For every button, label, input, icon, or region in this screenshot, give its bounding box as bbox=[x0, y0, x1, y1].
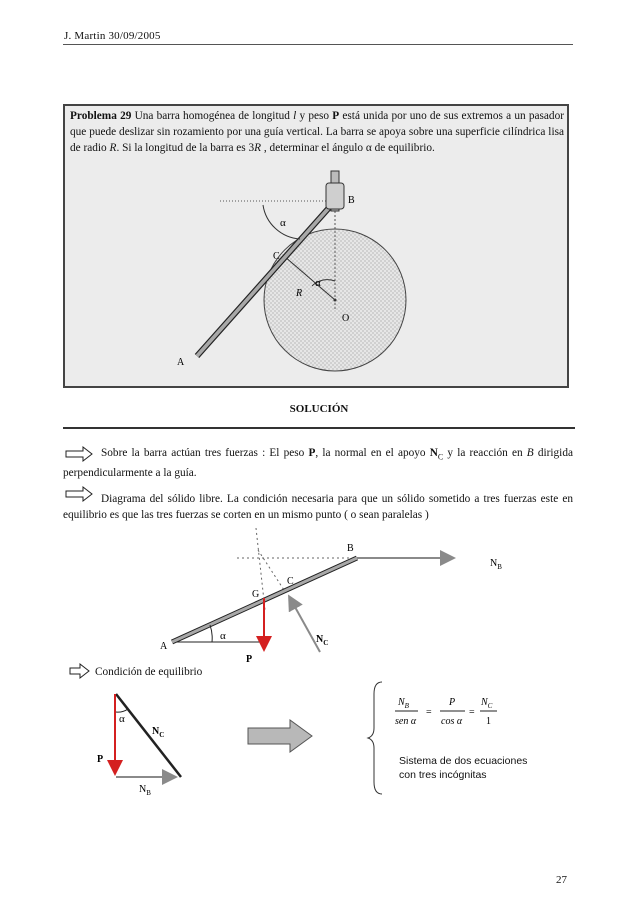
fbd-label-P: P bbox=[246, 654, 253, 665]
condition-label: Condición de equilibrio bbox=[95, 666, 203, 678]
eq-sign-1: = bbox=[426, 707, 432, 718]
label-B: B bbox=[348, 195, 355, 206]
tri-label-NB: $N_B$ bbox=[139, 784, 151, 797]
problem-statement: Problema 29 Una barra homogénea de longitud l y peso P está unida por uno de sus extremos a un pasador que puede deslizar sin rozamiento por una guía vertical. La barra se apoya sobre una superficie cilíndrica lisa de radio R. Si la longitud de la barra es 3R , determinar el ángulo α de equilibrio. bbox=[70, 110, 564, 154]
arrow-icon bbox=[66, 487, 92, 501]
eq-n3: $N_C$ bbox=[481, 697, 493, 710]
problem-number: Problema 29 bbox=[70, 110, 132, 122]
paragraph-free-body: Diagrama del sólido libre. La condición necesaria para que un sólido sometido a tres fuerzas este en equilibrio es que las tres fuerzas se corten en un mismo punto ( o sean paralelas ) bbox=[63, 493, 573, 521]
eq-d3: 1 bbox=[486, 716, 491, 727]
fbd-label-NB: $N_B$ bbox=[490, 558, 502, 571]
tri-label-P: P bbox=[97, 754, 104, 765]
brace bbox=[368, 682, 382, 794]
eq-n2: P bbox=[449, 697, 456, 708]
fbd-label-C: C bbox=[287, 576, 294, 587]
eq-n1: $N_B$ bbox=[398, 697, 409, 710]
tri-label-alpha: α bbox=[119, 713, 125, 725]
fbd-label-A: A bbox=[160, 641, 168, 652]
page-header: J. Martin 30/09/2005 bbox=[64, 30, 161, 42]
label-C: C bbox=[273, 251, 280, 262]
slider-pin bbox=[326, 183, 344, 209]
fbd-angle-arc bbox=[210, 625, 212, 642]
fbd-label-B: B bbox=[347, 543, 354, 554]
fbd-label-NC: $N_C$ bbox=[316, 634, 329, 647]
arrow-icon bbox=[66, 447, 92, 461]
system-note: Sistema de dos ecuaciones con tres incógnitas bbox=[399, 755, 528, 781]
fbd-label-alpha: α bbox=[220, 630, 226, 642]
equation-system bbox=[368, 682, 497, 794]
eq-sign-2: = bbox=[469, 707, 475, 718]
arrow-icon bbox=[70, 664, 89, 678]
center-point bbox=[334, 299, 337, 302]
free-body-diagram bbox=[160, 528, 502, 665]
implies-arrow-icon bbox=[248, 720, 312, 752]
paragraph-forces: Sobre la barra actúan tres fuerzas : El peso P, la normal en el apoyo $N_C$ y la reacción en B dirigida perpendicularmente a la guía. bbox=[63, 447, 573, 480]
eq-d1: sen α bbox=[395, 716, 417, 727]
label-A: A bbox=[177, 357, 185, 368]
label-alpha-top: α bbox=[280, 217, 286, 229]
tri-label-NC: $N_C$ bbox=[152, 726, 165, 739]
label-alpha-center: α bbox=[315, 277, 321, 289]
page-number: 27 bbox=[556, 874, 567, 886]
solution-title: SOLUCIÓN bbox=[289, 403, 349, 415]
triangle-NC bbox=[116, 694, 181, 777]
problem-figure bbox=[177, 171, 406, 371]
fbd-label-G: G bbox=[252, 589, 260, 600]
label-R: R bbox=[296, 288, 303, 299]
force-triangle bbox=[97, 694, 181, 797]
eq-d2: cos α bbox=[441, 716, 463, 727]
triangle-angle-arc bbox=[116, 709, 128, 712]
label-O: O bbox=[342, 313, 350, 324]
